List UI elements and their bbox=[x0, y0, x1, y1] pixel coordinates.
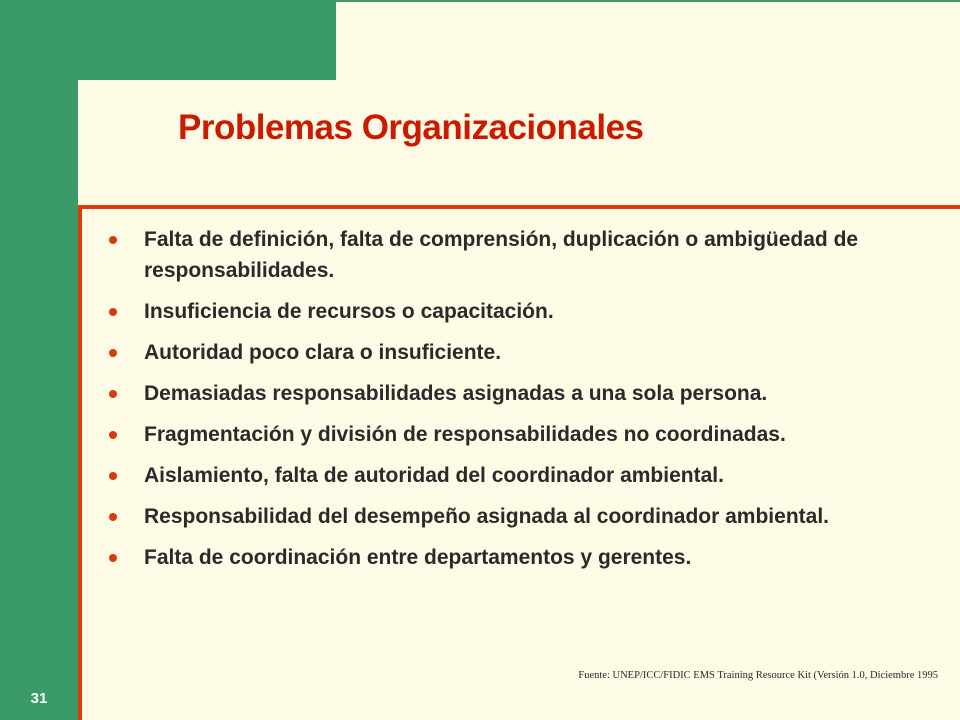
bullet-text: Demasiadas responsabilidades asignadas a una sola persona. bbox=[144, 382, 768, 405]
bullet-dot-icon bbox=[109, 554, 117, 562]
bullet-dot-icon bbox=[109, 308, 117, 316]
bullet-dot-icon bbox=[109, 349, 117, 357]
bullet-text: Fragmentación y división de responsabilidades no coordinadas. bbox=[144, 423, 786, 446]
red-horizontal-divider bbox=[78, 205, 960, 209]
source-citation: Fuente: UNEP/ICC/FIDIC EMS Training Resource Kit (Versión 1.0, Diciembre 1995 bbox=[578, 670, 938, 681]
bullet-text: Falta de definición, falta de comprensión, duplicación o ambigüedad de responsabilidades. bbox=[144, 228, 859, 282]
bullet-text: Falta de coordinación entre departamentos y gerentes. bbox=[144, 546, 692, 569]
bullet-dot-icon bbox=[109, 472, 117, 480]
bullet-dot-icon bbox=[109, 513, 117, 521]
red-vertical-divider bbox=[78, 205, 82, 720]
bullet-text: Responsabilidad del desempeño asignada al coordinador ambiental. bbox=[144, 505, 829, 528]
bullet-item bbox=[106, 337, 946, 368]
bullet-item bbox=[106, 419, 946, 450]
bullet-item bbox=[106, 224, 946, 286]
slide-number: 31 bbox=[30, 690, 48, 707]
bullet-text: Insuficiencia de recursos o capacitación. bbox=[144, 300, 554, 323]
top-border-line bbox=[336, 0, 960, 2]
bullet-text: Aislamiento, falta de autoridad del coordinador ambiental. bbox=[144, 464, 724, 487]
green-side-band bbox=[0, 0, 78, 720]
bullet-item bbox=[106, 460, 946, 491]
bullet-list bbox=[106, 224, 946, 583]
bullet-item bbox=[106, 501, 946, 532]
bullet-dot-icon bbox=[109, 236, 117, 244]
bullet-item bbox=[106, 296, 946, 327]
bullet-item bbox=[106, 542, 946, 573]
bullet-dot-icon bbox=[109, 431, 117, 439]
bullet-item bbox=[106, 378, 946, 409]
green-top-band bbox=[78, 0, 336, 80]
slide-title: Problemas Organizacionales bbox=[178, 108, 644, 147]
rounded-corner bbox=[78, 80, 188, 190]
bullet-text: Autoridad poco clara o insuficiente. bbox=[144, 341, 502, 364]
bullet-dot-icon bbox=[109, 390, 117, 398]
